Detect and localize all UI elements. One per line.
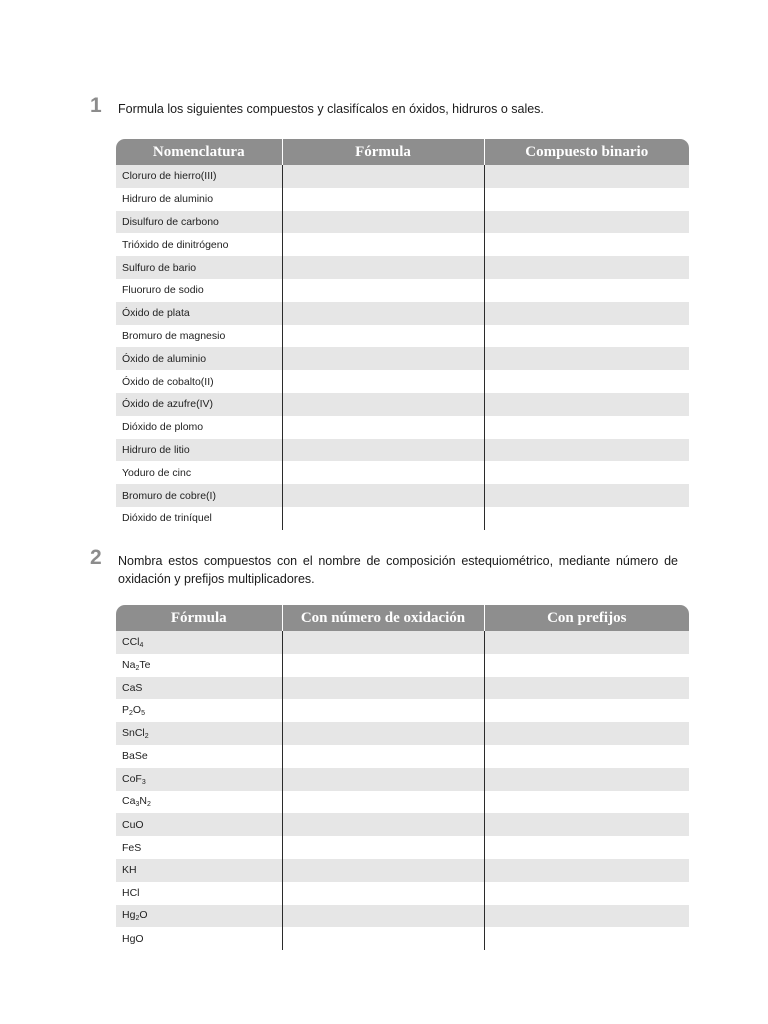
answer-cell-2[interactable] <box>484 654 689 677</box>
header-formula: Fórmula <box>282 139 484 165</box>
compound-formula <box>116 836 282 859</box>
formula-text: CaS <box>122 681 143 694</box>
answer-cell-1[interactable] <box>282 256 484 279</box>
header-compuesto-binario: Compuesto binario <box>484 139 689 165</box>
compound-name: Óxido de plata <box>116 302 282 325</box>
table-row <box>116 302 689 325</box>
compound-formula <box>116 813 282 836</box>
subscript: 3 <box>135 801 140 809</box>
answer-cell-1[interactable] <box>282 677 484 700</box>
header-nomenclatura: Nomenclatura <box>116 139 282 165</box>
answer-cell-2[interactable] <box>484 699 689 722</box>
formula-text: KH <box>122 864 137 877</box>
answer-cell-1[interactable] <box>282 813 484 836</box>
answer-cell-2[interactable] <box>484 188 689 211</box>
formula-text: FeS <box>122 841 142 854</box>
formula-text: P <box>122 704 130 717</box>
answer-cell-1[interactable] <box>282 699 484 722</box>
formula-text: N <box>139 795 147 808</box>
answer-cell-1[interactable] <box>282 370 484 393</box>
table-row <box>116 233 689 256</box>
formula-text: CuO <box>122 818 144 831</box>
header-formula: Fórmula <box>116 605 282 631</box>
answer-cell-2[interactable] <box>484 836 689 859</box>
answer-cell-1[interactable] <box>282 882 484 905</box>
table-row <box>116 188 689 211</box>
answer-cell-1[interactable] <box>282 631 484 654</box>
table-row <box>116 927 689 950</box>
answer-cell-2[interactable] <box>484 507 689 530</box>
compound-name: Óxido de aluminio <box>116 347 282 370</box>
header-numero-oxidacion: Con número de oxidación <box>282 605 484 631</box>
compound-formula <box>116 745 282 768</box>
table-row <box>116 279 689 302</box>
formula-text: CCl <box>122 635 140 648</box>
table-row <box>116 768 689 791</box>
subscript: 4 <box>139 641 144 649</box>
table-row <box>116 699 689 722</box>
table-row <box>116 905 689 928</box>
compound-name: Sulfuro de bario <box>116 256 282 279</box>
answer-cell-2[interactable] <box>484 256 689 279</box>
answer-cell-2[interactable] <box>484 439 689 462</box>
subscript: 3 <box>141 778 146 786</box>
table-row <box>116 370 689 393</box>
table-row <box>116 461 689 484</box>
answer-cell-1[interactable] <box>282 768 484 791</box>
subscript: 2 <box>135 915 140 923</box>
compounds-table <box>116 139 689 530</box>
exercise-instruction: Formula los siguientes compuestos y clasifícalos en óxidos, hidruros o sales. <box>118 102 544 116</box>
answer-cell-1[interactable] <box>282 905 484 928</box>
answer-cell-1[interactable] <box>282 927 484 950</box>
table-row <box>116 507 689 530</box>
answer-cell-1[interactable] <box>282 347 484 370</box>
exercise-number: 1 <box>90 94 102 117</box>
answer-cell-1[interactable] <box>282 325 484 348</box>
answer-cell-1[interactable] <box>282 836 484 859</box>
answer-cell-2[interactable] <box>484 722 689 745</box>
table-row <box>116 211 689 234</box>
compound-name: Trióxido de dinitrógeno <box>122 238 229 251</box>
compound-name: Bromuro de magnesio <box>122 329 226 342</box>
answer-cell-1[interactable] <box>282 745 484 768</box>
answer-cell-2[interactable] <box>484 461 689 484</box>
table-header-row <box>116 139 689 165</box>
compound-name: Yoduro de cinc <box>122 466 192 479</box>
answer-cell-1[interactable] <box>282 188 484 211</box>
compound-name: Cloruro de hierro(III) <box>116 165 282 188</box>
compound-name: Fluoruro de sodio <box>122 284 204 297</box>
compound-formula <box>116 631 282 654</box>
compound-name: Hidruro de aluminio <box>122 193 214 206</box>
answer-cell-2[interactable] <box>484 882 689 905</box>
compound-formula <box>116 905 282 928</box>
compound-name: Dióxido de triníquel <box>116 507 282 530</box>
table-row <box>116 813 689 836</box>
table-row <box>116 484 689 507</box>
subscript: 2 <box>129 710 133 718</box>
compound-name: Hidruro de litio <box>116 439 282 462</box>
answer-cell-2[interactable] <box>484 233 689 256</box>
answer-cell-2[interactable] <box>484 813 689 836</box>
table-row <box>116 882 689 905</box>
answer-cell-1[interactable] <box>282 279 484 302</box>
formula-text: HCl <box>122 887 140 900</box>
answer-cell-1[interactable] <box>282 211 484 234</box>
answer-cell-2[interactable] <box>484 768 689 791</box>
exercise-instruction: Nombra estos compuestos con el nombre de composición estequiométrico, mediante número de oxidación y prefijos multiplicadores. <box>118 554 678 586</box>
answer-cell-2[interactable] <box>484 745 689 768</box>
answer-cell-1[interactable] <box>282 507 484 530</box>
answer-cell-2[interactable] <box>484 631 689 654</box>
answer-cell-1[interactable] <box>282 233 484 256</box>
answer-cell-1[interactable] <box>282 393 484 416</box>
compound-formula <box>116 791 282 814</box>
header-prefijos: Con prefijos <box>484 605 689 631</box>
answer-cell-1[interactable] <box>282 439 484 462</box>
table-row <box>116 722 689 745</box>
compound-name: Bromuro de cobre(I) <box>116 484 282 507</box>
table-header-row <box>116 605 689 631</box>
table-row <box>116 836 689 859</box>
compound-name: Disulfuro de carbono <box>116 211 282 234</box>
table-row <box>116 859 689 882</box>
answer-cell-2[interactable] <box>484 484 689 507</box>
answer-cell-2[interactable] <box>484 416 689 439</box>
subscript: 2 <box>144 733 149 741</box>
answer-cell-2[interactable] <box>484 347 689 370</box>
answer-cell-2[interactable] <box>484 677 689 700</box>
formula-text: Na <box>122 658 136 671</box>
compound-formula <box>116 768 282 791</box>
table-row <box>116 439 689 462</box>
table-row <box>116 631 689 654</box>
compound-formula <box>116 927 282 950</box>
formula-text: SnCl <box>122 727 145 740</box>
answer-cell-2[interactable] <box>484 165 689 188</box>
answer-cell-2[interactable] <box>484 905 689 928</box>
table-row <box>116 791 689 814</box>
subscript: 5 <box>141 710 145 718</box>
answer-cell-2[interactable] <box>484 791 689 814</box>
compound-name: Dióxido de plomo <box>122 421 204 434</box>
answer-cell-1[interactable] <box>282 302 484 325</box>
subscript: 2 <box>135 664 140 672</box>
table-row <box>116 745 689 768</box>
answer-cell-1[interactable] <box>282 791 484 814</box>
exercise-number: 2 <box>90 546 102 569</box>
table-row <box>116 256 689 279</box>
table-row <box>116 325 689 348</box>
compound-name: Óxido de cobalto(II) <box>122 375 214 388</box>
answer-cell-2[interactable] <box>484 325 689 348</box>
table-row <box>116 165 689 188</box>
compound-formula <box>116 859 282 882</box>
table-row <box>116 347 689 370</box>
compound-formula <box>116 699 282 722</box>
answer-cell-2[interactable] <box>484 302 689 325</box>
answer-cell-1[interactable] <box>282 654 484 677</box>
answer-cell-2[interactable] <box>484 279 689 302</box>
subscript: 2 <box>146 801 151 809</box>
formula-text: Hg <box>122 909 136 922</box>
answer-cell-1[interactable] <box>282 859 484 882</box>
formulas-table <box>116 605 689 950</box>
formula-text: Te <box>139 658 151 671</box>
answer-cell-2[interactable] <box>484 393 689 416</box>
answer-cell-1[interactable] <box>282 165 484 188</box>
formula-text: Ca <box>122 795 136 808</box>
answer-cell-2[interactable] <box>484 370 689 393</box>
formula-text: CoF <box>122 772 142 785</box>
compound-name: Óxido de azufre(IV) <box>116 393 282 416</box>
formula-text: O <box>132 704 142 717</box>
answer-cell-2[interactable] <box>484 211 689 234</box>
table-row <box>116 393 689 416</box>
answer-cell-1[interactable] <box>282 416 484 439</box>
formula-text: O <box>139 909 148 922</box>
compound-formula <box>116 677 282 700</box>
table-row <box>116 654 689 677</box>
table-row <box>116 416 689 439</box>
formula-text: BaSe <box>122 750 148 763</box>
formula-text: HgO <box>122 932 144 945</box>
answer-cell-2[interactable] <box>484 927 689 950</box>
answer-cell-1[interactable] <box>282 461 484 484</box>
compound-formula <box>116 882 282 905</box>
table-row <box>116 677 689 700</box>
compound-formula <box>116 654 282 677</box>
compound-formula <box>116 722 282 745</box>
answer-cell-1[interactable] <box>282 484 484 507</box>
answer-cell-2[interactable] <box>484 859 689 882</box>
answer-cell-1[interactable] <box>282 722 484 745</box>
